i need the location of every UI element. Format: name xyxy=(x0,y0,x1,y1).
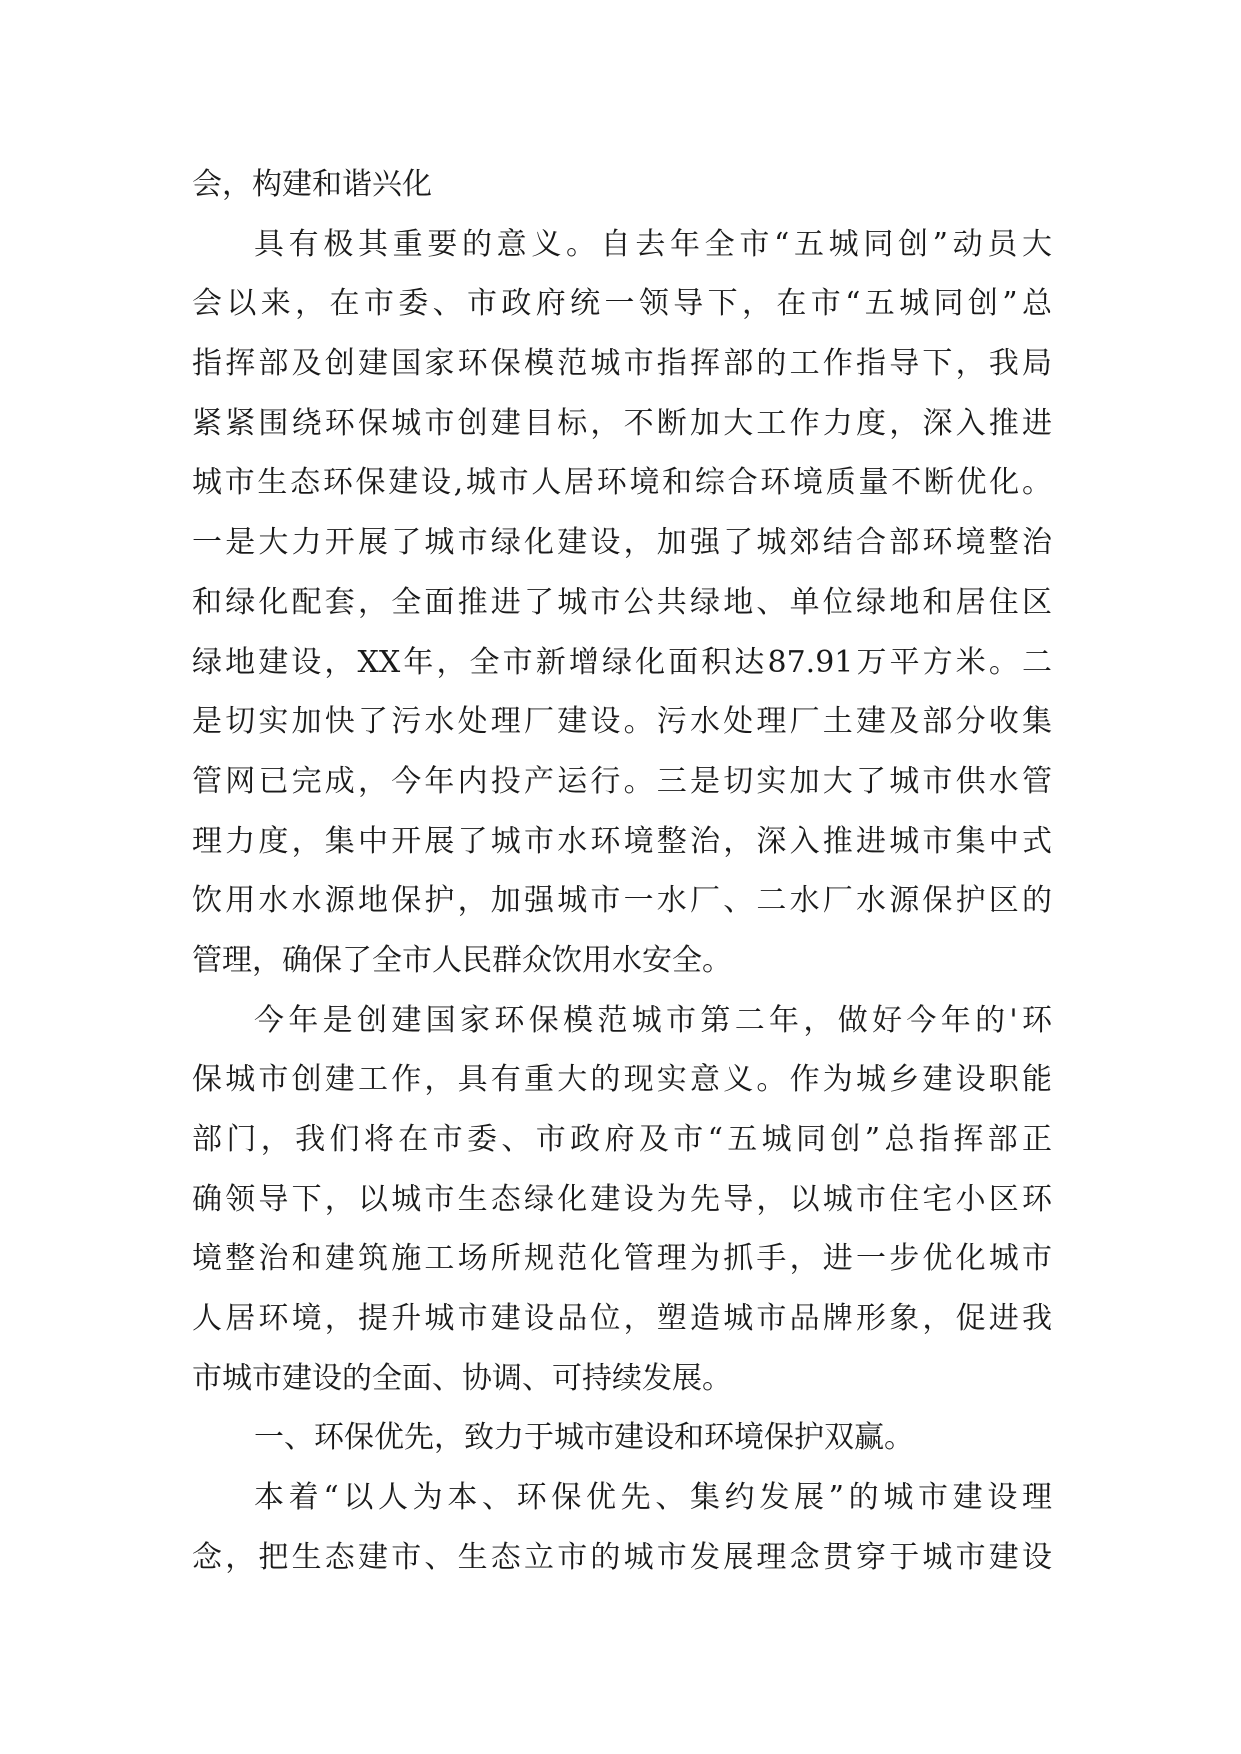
text-line: 确领导下，以城市生态绿化建设为先导，以城市住宅小区环 xyxy=(192,1181,1052,1217)
text-line: 管网已完成，今年内投产运行。三是切实加大了城市供水管 xyxy=(192,763,1052,799)
document-body xyxy=(192,155,1052,1588)
text-line: 是切实加快了污水处理厂建设。污水处理厂土建及部分收集 xyxy=(192,704,1052,740)
text-line: 会以来，在市委、市政府统一领导下，在市“五城同创”总 xyxy=(192,286,1052,322)
text-line: 今年是创建国家环保模范城市第二年，做好今年的'环 xyxy=(254,1002,1052,1038)
text-line: 管理，确保了全市人民群众饮用水安全。 xyxy=(192,942,732,978)
text-line: 会，构建和谐兴化 xyxy=(192,167,432,202)
text-line: 市城市建设的全面、协调、可持续发展。 xyxy=(192,1360,732,1396)
text-line: 保城市创建工作，具有重大的现实意义。作为城乡建设职能 xyxy=(192,1062,1052,1098)
text-line: 人居环境，提升城市建设品位，塑造城市品牌形象，促进我 xyxy=(192,1301,1052,1337)
text-line: 本着“以人为本、环保优先、集约发展”的城市建设理 xyxy=(254,1480,1052,1516)
text-line: 饮用水水源地保护，加强城市一水厂、二水厂水源保护区的 xyxy=(192,883,1052,919)
text-line: 境整治和建筑施工场所规范化管理为抓手，进一步优化城市 xyxy=(192,1241,1052,1277)
text-line: 部门，我们将在市委、市政府及市“五城同创”总指挥部正 xyxy=(192,1122,1052,1157)
text-line: 具有极其重要的意义。自去年全市“五城同创”动员大 xyxy=(254,226,1052,262)
text-line: 理力度，集中开展了城市水环境整治，深入推进城市集中式 xyxy=(192,823,1052,859)
text-line: 一是大力开展了城市绿化建设，加强了城郊结合部环境整治 xyxy=(192,525,1052,561)
text-line: 念，把生态建市、生态立市的城市发展理念贯穿于城市建设 xyxy=(192,1539,1052,1575)
text-line: 绿地建设，XX年，全市新增绿化面积达87.91万平方米。二 xyxy=(192,644,1052,680)
text-line: 紧紧围绕环保城市创建目标，不断加大工作力度，深入推进 xyxy=(192,405,1052,441)
text-line: 一、环保优先，致力于城市建设和环境保护双赢。 xyxy=(254,1420,914,1456)
text-line: 指挥部及创建国家环保模范城市指挥部的工作指导下，我局 xyxy=(192,346,1052,382)
text-line: 和绿化配套，全面推进了城市公共绿地、单位绿地和居住区 xyxy=(192,584,1052,620)
text-line: 城市生态环保建设,城市人居环境和综合环境质量不断优化。 xyxy=(192,465,1052,501)
